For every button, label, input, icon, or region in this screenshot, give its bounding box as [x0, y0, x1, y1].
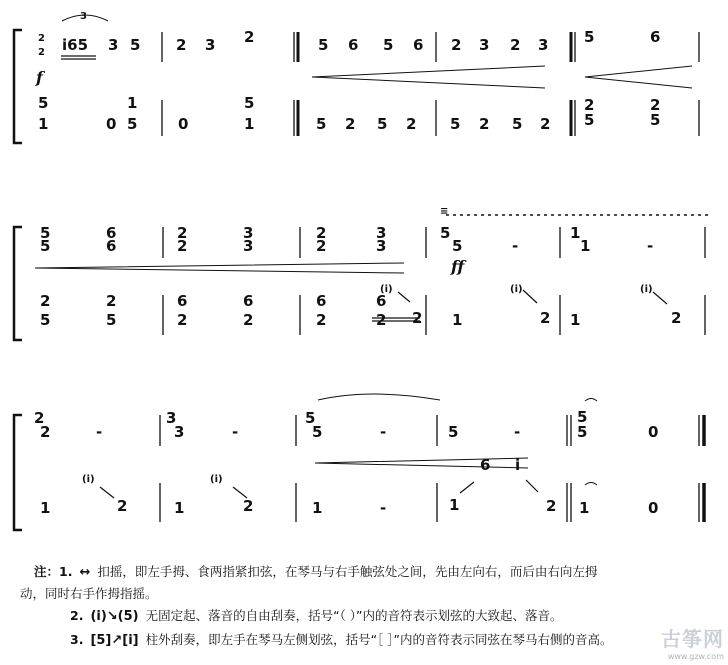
system3-lower-note: i	[515, 456, 521, 474]
system1-lower-note: 2	[479, 115, 490, 133]
system3-upper-note: 0	[648, 423, 659, 441]
system1-upper-note: 3	[108, 36, 119, 54]
system2-upper-note: 2	[316, 224, 327, 242]
system1-upper-note: 5	[584, 28, 595, 46]
system1-lower-note: 0	[106, 115, 117, 133]
system3-upper-note: -	[380, 423, 387, 441]
system2-lower-note: (i)	[510, 284, 523, 295]
system2-upper-note: 1	[580, 237, 591, 255]
tremolo-mark: ≡	[440, 206, 449, 217]
system2-lower-note: 2	[540, 309, 551, 327]
system1-upper-note: 5	[383, 36, 394, 54]
system1-upper-note: 3	[479, 36, 490, 54]
time-signature-bottom: 2	[38, 47, 45, 58]
system2-upper-note: 6	[106, 237, 117, 255]
footnote-heading: 注：1.	[34, 564, 73, 579]
system2-lower-note: 6	[177, 292, 188, 310]
system1-upper-note: 3	[538, 36, 549, 54]
tuplet-label: 3	[80, 11, 87, 22]
system1-lower-note: 2	[540, 115, 551, 133]
system2-lower-note: 2	[671, 309, 682, 327]
system2-upper-note: 2	[177, 224, 188, 242]
system3-upper-note: 5	[577, 408, 588, 426]
system3-lower-note: -	[380, 499, 387, 517]
system2-upper-note: 3	[243, 237, 254, 255]
footnotes	[0, 542, 728, 665]
system1-upper-note: 2	[451, 36, 462, 54]
system1-lower-note: 5	[38, 94, 49, 112]
system1-upper-note: 6	[650, 28, 661, 46]
system1-lower-note: 1	[38, 115, 49, 133]
system2-lower-note: 2	[177, 311, 188, 329]
footnote-3-text: 柱外刮奏，即左手在琴马左侧划弦，括号“［ ］”内的音符表示同弦在琴马右侧的音高。	[145, 632, 613, 647]
system-bracket	[14, 30, 22, 530]
system1-upper-note: 2	[510, 36, 521, 54]
arrow-both-icon: ↔	[79, 565, 91, 580]
watermark-url: www.gzw.com	[667, 652, 724, 661]
system1-lower-note: 1	[244, 115, 255, 133]
system3-lower-note: 2	[243, 497, 254, 515]
system1-lower-note: 1	[127, 94, 138, 112]
system3-lower-note: 1	[40, 499, 51, 517]
footnote-2-text: 无固定起、落音的自由刮奏，括号“（ ）”内的音符表示划弦的大致起、落音。	[145, 608, 563, 623]
system3-upper-note: 5	[577, 423, 588, 441]
system1-upper-note: 3	[205, 36, 216, 54]
system1-lower-note: 2	[584, 96, 595, 114]
system1-upper-note: i65	[62, 36, 89, 54]
system2-upper-note: 2	[177, 237, 188, 255]
system1-upper-note: 6	[348, 36, 359, 54]
footnote-3	[70, 630, 613, 648]
system2-upper-note: 3	[243, 224, 254, 242]
system2-lower-note: 6	[243, 292, 254, 310]
system2-lower-note: 2	[376, 311, 387, 329]
system2-upper-note: 6	[106, 224, 117, 242]
system3-upper-note: 5	[312, 423, 323, 441]
system2-upper-note: -	[647, 237, 654, 255]
system2-lower-note: 5	[40, 311, 51, 329]
system2-lower-note: 2	[243, 311, 254, 329]
gliss-symbol: (i)↘(5)	[90, 609, 139, 624]
system1-upper-note: 2	[176, 36, 187, 54]
system1-lower-note: 2	[650, 96, 661, 114]
system1-lower-note: 0	[178, 115, 189, 133]
footnote-3-number: 3.	[70, 632, 84, 647]
system1-lower-note: 5	[244, 94, 255, 112]
watermark	[661, 623, 724, 661]
footnote-2	[70, 606, 563, 624]
system1-lower-note: 2	[406, 115, 417, 133]
system3-lower-note: (i)	[210, 474, 223, 485]
system1-upper-note: 6	[413, 36, 424, 54]
system2-lower-note: 2	[40, 292, 51, 310]
system2-lower-note: 2	[316, 311, 327, 329]
system2-lower-note: (i)	[640, 284, 653, 295]
dynamic-fortissimo: ff	[451, 257, 465, 276]
footnote-1-text-cont: 动，同时右手作拇指摇。	[20, 586, 158, 601]
system2-upper-note: -	[512, 237, 519, 255]
system1-lower-note: 5	[512, 115, 523, 133]
system3-upper-note: 2	[40, 423, 51, 441]
system2-lower-note: 1	[570, 311, 581, 329]
system2-lower-note: 5	[106, 311, 117, 329]
system3-lower-note: 2	[546, 497, 557, 515]
system2-upper-note: 5	[40, 237, 51, 255]
system3-upper-note: 5	[305, 409, 316, 427]
bridge-gliss-symbol: [5]↗[i]	[90, 633, 139, 648]
system1-lower-note: 5	[316, 115, 327, 133]
system3-upper-note: 3	[174, 423, 185, 441]
system3-upper-note: 3	[166, 409, 177, 427]
system3-lower-note: 2	[117, 497, 128, 515]
system2-lower-note: 2	[106, 292, 117, 310]
system1-lower-note: 5	[450, 115, 461, 133]
system3-lower-note: 1	[312, 499, 323, 517]
system2-upper-note: 3	[376, 224, 387, 242]
barlines	[160, 32, 705, 522]
watermark-name: 古筝网	[661, 627, 724, 651]
system2-upper-note: 3	[376, 237, 387, 255]
system3-lower-note: 6	[480, 456, 491, 474]
system2-lower-note: 6	[316, 292, 327, 310]
footnote-2-number: 2.	[70, 608, 84, 623]
system3-lower-note: 0	[648, 499, 659, 517]
system3-upper-note: 5	[448, 423, 459, 441]
system1-lower-note: 5	[377, 115, 388, 133]
system2-upper-note: 2	[316, 237, 327, 255]
footnote-1-text: 扣摇，即左手拇、食两指紧扣弦，在琴马与右手触弦处之间，先由左向右，而后由右向左拇	[97, 564, 598, 579]
system2-upper-note: 5	[40, 224, 51, 242]
system1-upper-note: 5	[130, 36, 141, 54]
system2-upper-note: 1	[570, 224, 581, 242]
system2-lower-note: 1	[452, 311, 463, 329]
system3-lower-note: 1	[579, 499, 590, 517]
beams	[61, 56, 420, 321]
system3-lower-note: 1	[174, 499, 185, 517]
dynamic-forte: f	[36, 68, 43, 87]
system1-lower-note: 5	[650, 111, 661, 129]
system2-lower-note: 2	[412, 309, 423, 327]
system2-lower-note: 6	[376, 292, 387, 310]
system3-upper-note: -	[96, 423, 103, 441]
system1-upper-note: 2	[244, 28, 255, 46]
system1-lower-note: 5	[127, 115, 138, 133]
time-signature-top: 2	[38, 33, 45, 44]
footnote-1-cont	[20, 584, 158, 602]
system1-lower-note: 5	[584, 111, 595, 129]
system2-upper-note: 5	[452, 237, 463, 255]
system2-lower-note: (i)	[380, 284, 393, 295]
system1-lower-note: 2	[345, 115, 356, 133]
system3-upper-note: 2	[34, 409, 45, 427]
system3-upper-note: -	[514, 423, 521, 441]
footnote-1	[34, 562, 597, 580]
system1-upper-note: 5	[318, 36, 329, 54]
system3-lower-note: (i)	[82, 474, 95, 485]
system3-lower-note: 1	[449, 496, 460, 514]
system3-upper-note: -	[232, 423, 239, 441]
system2-upper-note: 5	[440, 224, 451, 242]
